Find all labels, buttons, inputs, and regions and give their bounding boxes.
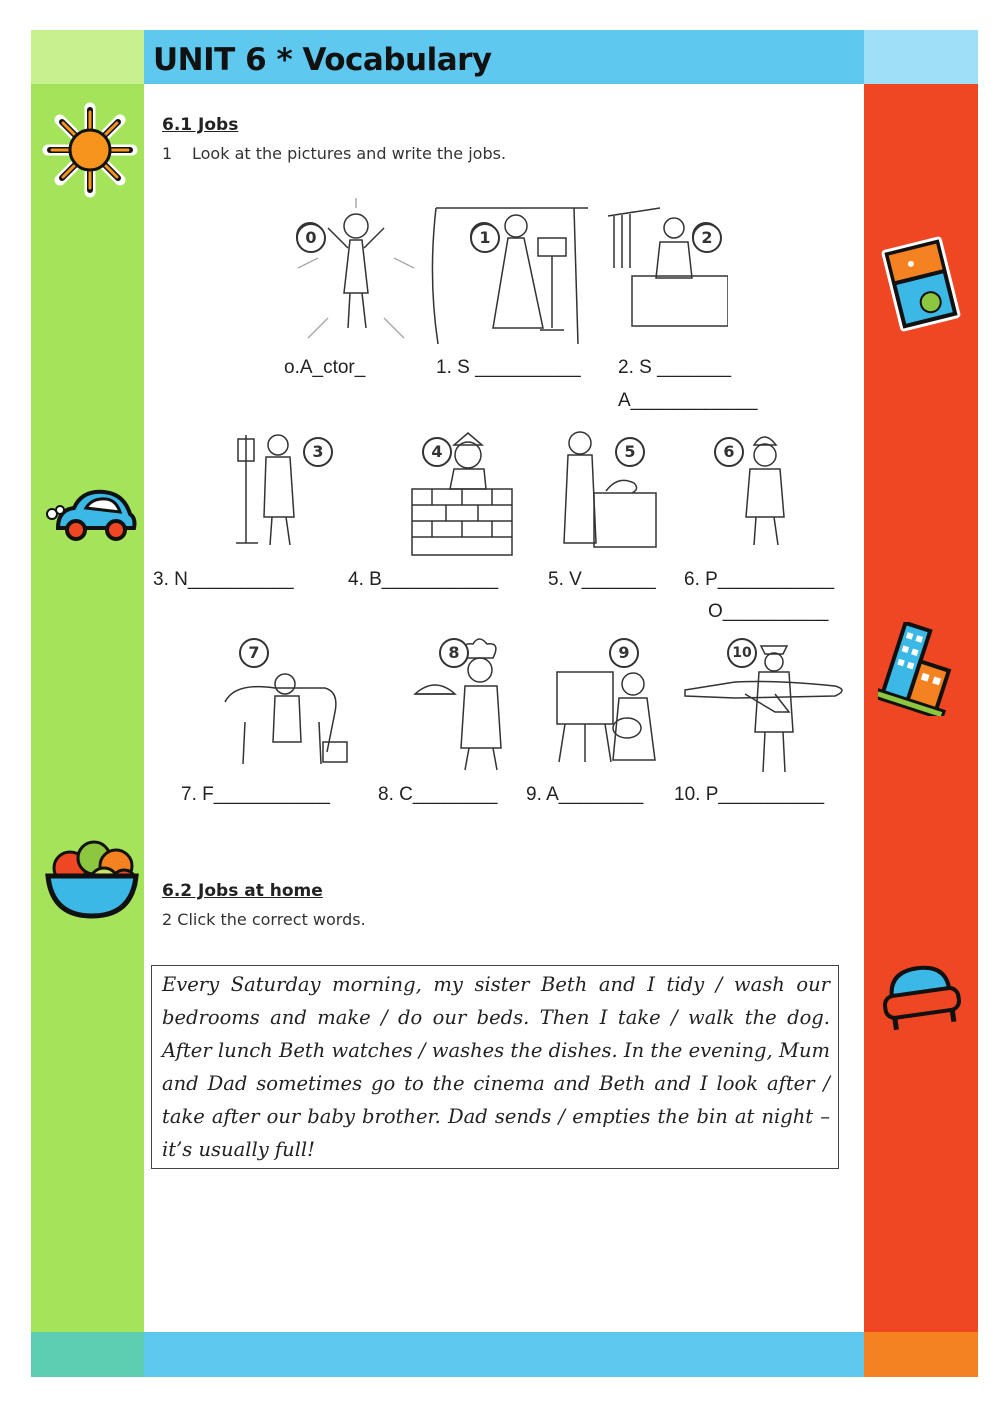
section-heading-jobs-at-home: 6.2 Jobs at home [162,881,323,901]
picture-number-9: 9 [609,638,639,668]
job-answer-8[interactable]: 8. C________ [378,784,498,805]
left-side-bar [31,84,144,1332]
sofa-icon [876,958,966,1034]
section-heading-jobs: 6.1 Jobs [162,115,239,135]
frame-corner-bottom-right [864,1332,978,1377]
picture-number-2: 2 [692,223,722,253]
job-answer-4[interactable]: 4. B___________ [348,569,499,590]
window-icon [876,232,966,336]
job-answer-6a[interactable]: 6. P___________ [684,569,835,590]
picture-number-1: 1 [470,223,500,253]
picture-number-8: 8 [439,638,469,668]
job-answer-9[interactable]: 9. A________ [526,784,644,805]
picture-number-0: 0 [296,223,326,253]
job-answer-7[interactable]: 7. F___________ [181,784,330,805]
instruction-click-correct-words: 2 Click the correct words. [162,910,366,929]
footer-bar [144,1332,864,1377]
frame-corner-bottom-left [31,1332,144,1377]
job-answer-2b[interactable]: A____________ [618,390,758,411]
artist-illustration [557,672,655,762]
frame-corner-top-right [864,30,978,84]
picture-number-5: 5 [615,437,645,467]
passage-text[interactable]: Every Saturday morning, my sister Beth and I tidy / wash our bedrooms and make / do our beds. Then I take / walk the dog. After lunch Beth watches / washes the dishes. In the evening, Mum and Dad sometimes go to the cinema and Beth and I look after / take after our baby brother. Dad sends / empties the bin at night – it’s usually full! [162,973,830,1161]
job-answer-2a[interactable]: 2. S _______ [618,357,732,378]
police-officer-illustration [746,437,784,545]
job-answer-3[interactable]: 3. N__________ [153,569,294,590]
fruit-bowl-icon [42,830,142,922]
picture-number-7: 7 [239,638,269,668]
frame-corner-top-left [31,30,144,84]
picture-number-10: 10 [727,638,757,668]
instruction-text: Look at the pictures and write the jobs. [192,144,507,163]
job-answer-5[interactable]: 5. V_______ [548,569,656,590]
job-answer-10[interactable]: 10. P__________ [674,784,825,805]
job-answer-1[interactable]: 1. S __________ [436,357,581,378]
job-answer-6b[interactable]: O__________ [708,601,829,622]
car-icon [44,484,140,548]
job-answer-0: o.A_ctor_ [284,357,366,378]
pilot-illustration [685,646,842,772]
jobs-picture-row-3 [215,632,855,778]
page-title: UNIT 6 * Vocabulary [153,42,492,78]
sun-icon [42,100,138,200]
building-icon [878,622,964,716]
instruction-number: 1 [162,144,173,163]
picture-number-3: 3 [303,437,333,467]
picture-number-6: 6 [714,437,744,467]
farmer-illustration [225,674,347,764]
jobs-picture-row-1 [288,198,728,344]
nurse-illustration [236,435,294,545]
picture-number-4: 4 [422,437,452,467]
